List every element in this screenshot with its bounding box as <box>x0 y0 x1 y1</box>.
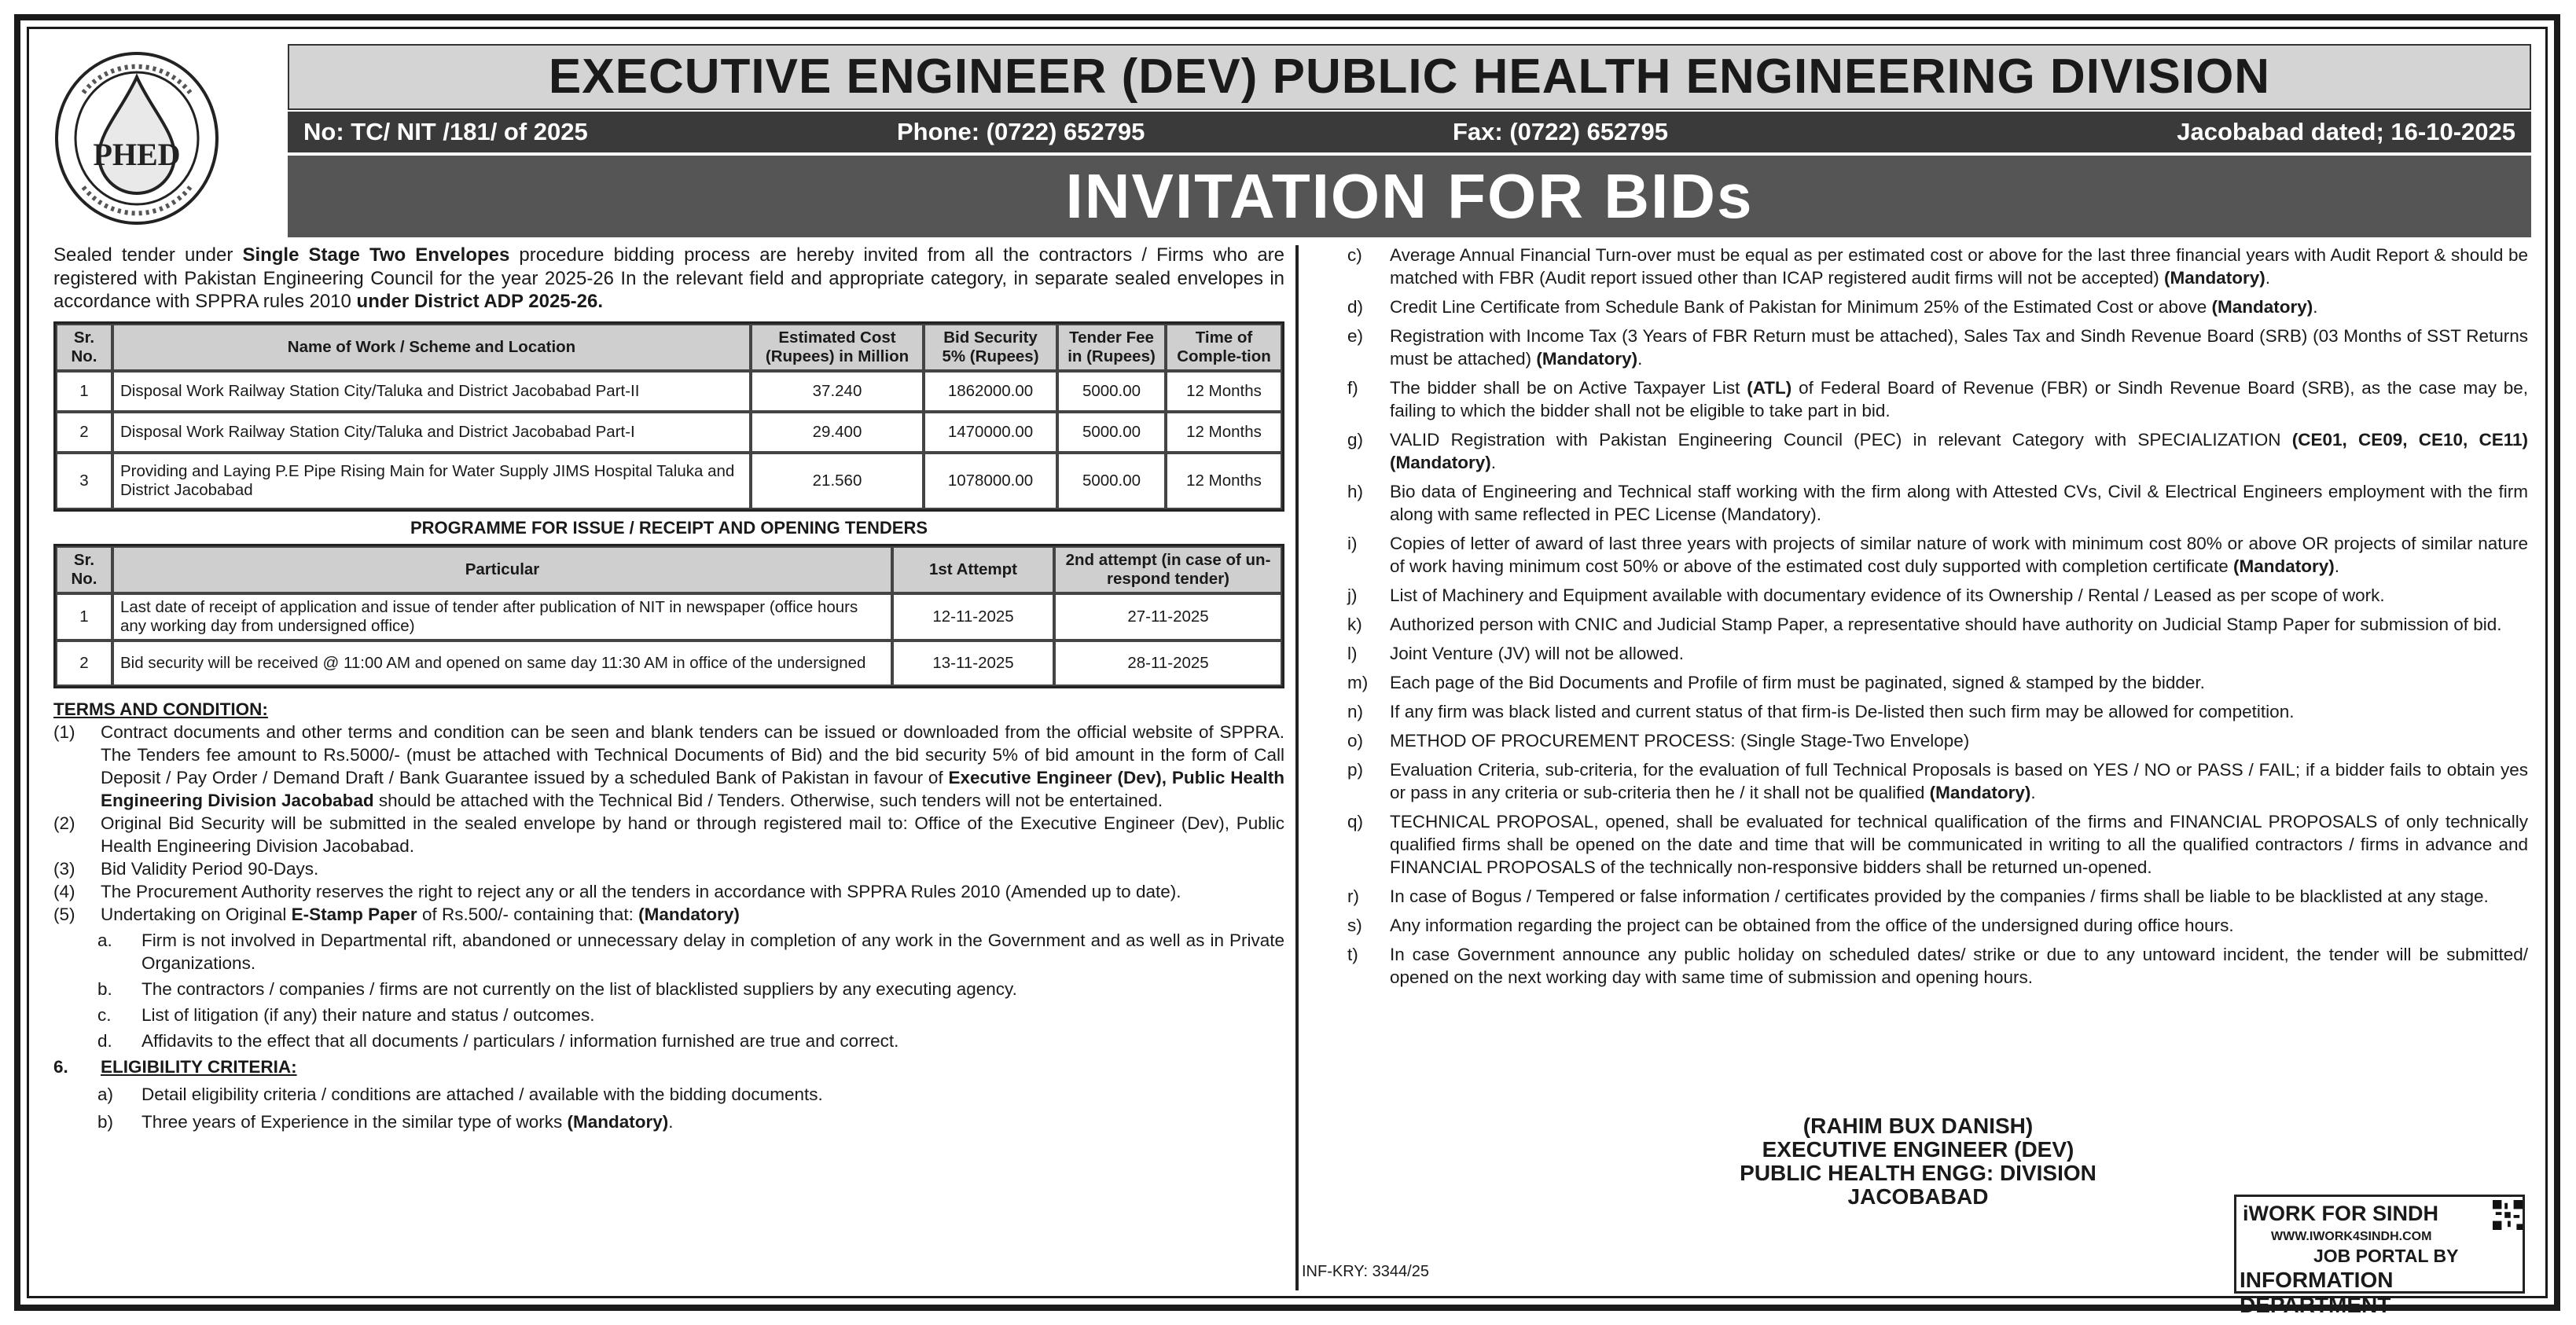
criteria-letter: k) <box>1347 615 1362 634</box>
cell: Disposal Work Railway Station City/Taluka and District Jacobabad Part-II <box>112 371 751 412</box>
col-header-sr: Sr. No. <box>56 324 112 371</box>
criteria-letter: h) <box>1347 482 1364 501</box>
iwork-url: WWW.IWORK4SINDH.COM <box>2271 1230 2432 1243</box>
term-text: Contract documents and other terms and condition can be seen and blank tenders can be issued or downloaded from the official website of SPPRA. The Tenders fee amount to Rs.5000/- (must be attached with Technical Documents of Bid) and the bid security 5% of bid amount in the form of Call Deposit / Pay Order / Demand Draft / Bank Guarantee issued by a scheduled Bank of Pakistan in favour of Executive Engineer (Dev), Public Health Engineering Division Jacobabad should be attached with the Technical Bid / Tenders. Otherwise, such tenders will not be entertained. <box>101 721 1284 810</box>
criteria-letter: e) <box>1347 326 1364 346</box>
term-text: Original Bid Security will be submitted in the sealed envelope by hand or through registered mail to: Office of the Executive Engineer (Dev), Public Health Engineering Division Jacobabad. <box>101 813 1284 856</box>
eligibility-title: ELIGIBILITY CRITERIA: <box>101 1056 297 1077</box>
criteria-letter: j) <box>1347 585 1358 605</box>
criteria-text: Bio data of Engineering and Technical staff working with the firm along with Attested CVs, Civil & Electrical Engineers employment with the firm along with same reflected in PEC License (Mandatory). <box>1390 482 2528 524</box>
cell: 37.240 <box>751 371 924 412</box>
criteria-text: In case Government announce any public holiday on scheduled dates/ strike or due to any untoward incident, the tender will be submitted/ opened on the next working day with same time of submission and opening hours. <box>1390 945 2528 987</box>
col-header-name: Name of Work / Scheme and Location <box>112 324 751 371</box>
criteria-text: The bidder shall be on Active Taxpayer List (ATL) of Federal Board of Revenue (FBR) or Sindh Revenue Board (SRB), as the case may be, failing to which the bidder shall not be eligible to take part in bid. <box>1390 378 2528 420</box>
sub-item <box>53 1004 1284 1026</box>
iwork-portal: JOB PORTAL BY <box>2313 1246 2459 1266</box>
criteria-text: Average Annual Financial Turn-over must be equal as per estimated cost or above for the last three financial years with Audit Report & should be matched with FBR (Audit report issued other than ICAP registered audit firms will not be accepted) (Mandatory). <box>1390 245 2528 288</box>
cell: 1470000.00 <box>924 412 1057 453</box>
criteria-letter: q) <box>1347 812 1364 831</box>
col-header-fee: Tender Fee in (Rupees) <box>1057 324 1166 371</box>
right-column <box>1336 244 2528 995</box>
criteria-letter: c) <box>1347 245 1362 265</box>
criteria-item <box>1336 325 2528 370</box>
criteria-item <box>1336 480 2528 526</box>
table-row <box>56 593 1282 640</box>
sub-item <box>53 1030 1284 1052</box>
signatory-city: JACOBABAD <box>1847 1184 1989 1209</box>
cell: 3 <box>56 453 112 509</box>
eligibility-text: Detail eligibility criteria / conditions are attached / available with the bidding documents. <box>141 1084 823 1104</box>
term-text: Undertaking on Original E-Stamp Paper of Rs.500/- containing that: (Mandatory) <box>101 904 740 924</box>
criteria-letter: p) <box>1347 760 1364 780</box>
phone-number: Phone: (0722) 652795 <box>897 118 1145 145</box>
signature-block <box>1635 1114 2201 1209</box>
cell: 12 Months <box>1166 412 1282 453</box>
programme-table-header <box>56 546 1282 593</box>
criteria-item <box>1336 729 2528 752</box>
invitation-banner: INVITATION FOR BIDs <box>288 156 2531 237</box>
cell: 5000.00 <box>1057 412 1166 453</box>
criteria-text: METHOD OF PROCUREMENT PROCESS: (Single Stage-Two Envelope) <box>1390 731 1970 751</box>
term-text: The Procurement Authority reserves the right to reject any or all the tenders in accordance with SPPRA Rules 2010 (Amended up to date). <box>101 881 1181 901</box>
criteria-text: Evaluation Criteria, sub-criteria, for the evaluation of full Technical Proposals is based on YES / NO or PASS / FAIL; if a bidder fails to obtain yes or pass in any criteria or sub-criteria then he / it shall not be qualified (Mandatory). <box>1390 760 2528 802</box>
works-table <box>53 321 1284 512</box>
criteria-text: Joint Venture (JV) will not be allowed. <box>1390 644 1684 663</box>
eligibility-letter: a) <box>97 1084 114 1104</box>
phed-logo <box>52 46 222 233</box>
cell: 21.560 <box>751 453 924 509</box>
eligibility-heading <box>53 1055 1284 1078</box>
fax-number: Fax: (0722) 652795 <box>1453 118 1669 145</box>
col-header-security: Bid Security 5% (Rupees) <box>924 324 1057 371</box>
term-number: (5) <box>53 904 75 924</box>
term-item <box>53 880 1284 903</box>
cell: 5000.00 <box>1057 371 1166 412</box>
term-text: Bid Validity Period 90-Days. <box>101 858 319 879</box>
cell: Bid security will be received @ 11:00 AM and opened on same day 11:30 AM in office of the undersigned <box>112 640 892 686</box>
criteria-text: If any firm was black listed and current status of that firm-is De-listed then such firm may be allowed for competition. <box>1390 702 2295 721</box>
term-item <box>53 903 1284 926</box>
left-column <box>53 244 1284 1133</box>
cell: 29.400 <box>751 412 924 453</box>
criteria-letter: l) <box>1347 644 1358 663</box>
criteria-letter: i) <box>1347 534 1358 553</box>
criteria-letter: o) <box>1347 731 1364 751</box>
cell: 12 Months <box>1166 453 1282 509</box>
criteria-text: VALID Registration with Pakistan Engineering Council (PEC) in relevant Category with SPECIALIZATION (CE01, CE09, CE10, CE11) (Mandatory). <box>1390 430 2529 472</box>
cell: 2 <box>56 640 112 686</box>
term-item <box>53 721 1284 812</box>
cell: 2 <box>56 412 112 453</box>
criteria-item <box>1336 914 2528 937</box>
criteria-text: TECHNICAL PROPOSAL, opened, shall be evaluated for technical qualification of the firms and FINANCIAL PROPOSALS of only technically qualified firms shall be opened on the date and time that will be communicated in writing to all the qualified contractors / firms in advance and FINANCIAL PROPOSALS of the technically non-responsive bidders shall be returned un-opened. <box>1390 812 2528 877</box>
term-number: (2) <box>53 813 75 833</box>
col-header-time: Time of Comple-tion <box>1166 324 1282 371</box>
col-header-second-attempt: 2nd attempt (in case of un-respond tender) <box>1054 546 1282 593</box>
sub-item-text: List of litigation (if any) their nature and status / outcomes. <box>141 1004 595 1025</box>
sub-item-letter: a. <box>97 930 112 950</box>
date-line: Jacobabad dated; 16-10-2025 <box>2177 118 2515 145</box>
cell: 1078000.00 <box>924 453 1057 509</box>
criteria-text: Copies of letter of award of last three years with projects of similar nature of work with minimum cost 80% or above OR projects of similar nature of work having minimum cost 50% or above of the estimated cost duly supported with completion certificate (Mandatory). <box>1390 534 2528 576</box>
cell: Disposal Work Railway Station City/Taluka and District Jacobabad Part-I <box>112 412 751 453</box>
cell: 1 <box>56 371 112 412</box>
term-item <box>53 812 1284 857</box>
iwork-title: iWORK FOR SINDH <box>2243 1202 2438 1225</box>
sub-item-letter: c. <box>97 1004 112 1025</box>
criteria-item <box>1336 613 2528 636</box>
sub-item <box>53 929 1284 974</box>
term-number: (1) <box>53 721 75 742</box>
cell: 1862000.00 <box>924 371 1057 412</box>
eligibility-text: Three years of Experience in the similar type of works (Mandatory). <box>141 1111 674 1132</box>
department-title: EXECUTIVE ENGINEER (DEV) PUBLIC HEALTH ENGINEERING DIVISION <box>288 44 2531 110</box>
qr-code-icon <box>2493 1200 2523 1230</box>
col-header-cost: Estimated Cost (Rupees) in Million <box>751 324 924 371</box>
criteria-item <box>1336 885 2528 908</box>
criteria-letter: r) <box>1347 886 1359 906</box>
criteria-letter: d) <box>1347 297 1364 317</box>
criteria-item <box>1336 758 2528 804</box>
term-number: (3) <box>53 858 75 879</box>
sub-item-text: The contractors / companies / firms are not currently on the list of blacklisted suppliers by any executing agency. <box>141 978 1017 999</box>
programme-table <box>53 544 1284 688</box>
eligibility-letter: b) <box>97 1111 114 1132</box>
cell: Last date of receipt of application and issue of tender after publication of NIT in newspaper (office hours any working day from undersigned office) <box>112 593 892 640</box>
criteria-letter: s) <box>1347 916 1362 935</box>
criteria-text: Credit Line Certificate from Schedule Bank of Pakistan for Minimum 25% of the Estimated Cost or above (Mandatory). <box>1390 297 2318 317</box>
cell: 12-11-2025 <box>892 593 1054 640</box>
cell: 28-11-2025 <box>1054 640 1282 686</box>
criteria-letter: t) <box>1347 945 1358 964</box>
terms-title: TERMS AND CONDITION: <box>53 699 268 719</box>
criteria-text: Authorized person with CNIC and Judicial Stamp Paper, a representative should have authority on Judicial Stamp Paper for submission of bid. <box>1390 615 2502 634</box>
criteria-letter: g) <box>1347 430 1364 450</box>
criteria-text: Registration with Income Tax (3 Years of FBR Return must be attached), Sales Tax and Sindh Revenue Board (SRB) (03 Months of SST Returns must be attached) (Mandatory). <box>1390 326 2528 369</box>
signatory-designation: EXECUTIVE ENGINEER (DEV) <box>1762 1137 2074 1162</box>
table-row <box>56 371 1282 412</box>
header-info-bar <box>288 112 2531 152</box>
eligibility-number: 6. <box>53 1056 68 1077</box>
criteria-item <box>1336 532 2528 578</box>
signatory-name: (RAHIM BUX DANISH) <box>1802 1114 2034 1138</box>
cell: Providing and Laying P.E Pipe Rising Main for Water Supply JIMS Hospital Taluka and District Jacobabad <box>112 453 751 509</box>
criteria-item <box>1336 376 2528 422</box>
col-header-first-attempt: 1st Attempt <box>892 546 1054 593</box>
signatory-division: PUBLIC HEALTH ENGG: DIVISION <box>1740 1161 2096 1185</box>
inf-reference: INF-KRY: 3344/25 <box>1302 1263 1429 1280</box>
iwork-department: INFORMATION DEPARTMENT <box>2240 1268 2394 1317</box>
sub-item-text: Affidavits to the effect that all documents / particulars / information furnished are true and correct. <box>141 1030 899 1051</box>
table-row <box>56 453 1282 509</box>
criteria-item <box>1336 700 2528 723</box>
cell: 27-11-2025 <box>1054 593 1282 640</box>
criteria-item <box>1336 295 2528 318</box>
column-divider <box>1295 245 1299 1290</box>
table-row <box>56 412 1282 453</box>
criteria-item <box>1336 428 2528 474</box>
sub-item <box>53 978 1284 1000</box>
criteria-item <box>1336 943 2528 989</box>
criteria-letter: m) <box>1347 673 1369 692</box>
cell: 12 Months <box>1166 371 1282 412</box>
cell: 1 <box>56 593 112 640</box>
criteria-text: Each page of the Bid Documents and Profile of firm must be paginated, signed & stamped by the bidder. <box>1390 673 2205 692</box>
cell: 13-11-2025 <box>892 640 1054 686</box>
col-header-particular: Particular <box>112 546 892 593</box>
eligibility-item <box>53 1110 1284 1133</box>
col-header-sr: Sr. No. <box>56 546 112 593</box>
sub-item-letter: d. <box>97 1030 112 1051</box>
iwork-badge <box>2234 1195 2525 1317</box>
criteria-item <box>1336 671 2528 694</box>
programme-title: PROGRAMME FOR ISSUE / RECEIPT AND OPENING TENDERS <box>410 517 928 538</box>
sub-item-text: Firm is not involved in Departmental rift, abandoned or unnecessary delay in completion of any work in the Government and as well as in Private Organizations. <box>141 930 1284 973</box>
term-item <box>53 857 1284 880</box>
criteria-text: Any information regarding the project can be obtained from the office of the undersigned during office hours. <box>1390 916 2234 935</box>
intro-paragraph: Sealed tender under Single Stage Two Envelopes procedure bidding process are hereby invited from all the contractors / Firms who are registered with Pakistan Engineering Council for the year 2025-26 In the relevant field and appropriate category, in separate sealed envelopes in accordance with SPPRA rules 2010 under District ADP 2025-26. <box>53 244 1285 312</box>
table-row <box>56 640 1282 686</box>
reference-number: No: TC/ NIT /181/ of 2025 <box>303 118 588 145</box>
criteria-item <box>1336 642 2528 665</box>
term-number: (4) <box>53 881 75 901</box>
cell: 5000.00 <box>1057 453 1166 509</box>
criteria-text: In case of Bogus / Tempered or false information / certificates provided by the companies / firms shall be liable to be blacklisted at any stage. <box>1390 886 2489 906</box>
sub-item-letter: b. <box>97 978 112 999</box>
criteria-item <box>1336 810 2528 879</box>
svg-text:PHED: PHED <box>93 137 181 172</box>
eligibility-item <box>53 1083 1284 1106</box>
criteria-item <box>1336 244 2528 289</box>
criteria-text: List of Machinery and Equipment available with documentary evidence of its Ownership / Rental / Leased as per scope of work. <box>1390 585 2385 605</box>
criteria-letter: n) <box>1347 702 1364 721</box>
works-table-header <box>56 324 1282 371</box>
criteria-item <box>1336 584 2528 607</box>
criteria-letter: f) <box>1347 378 1358 398</box>
